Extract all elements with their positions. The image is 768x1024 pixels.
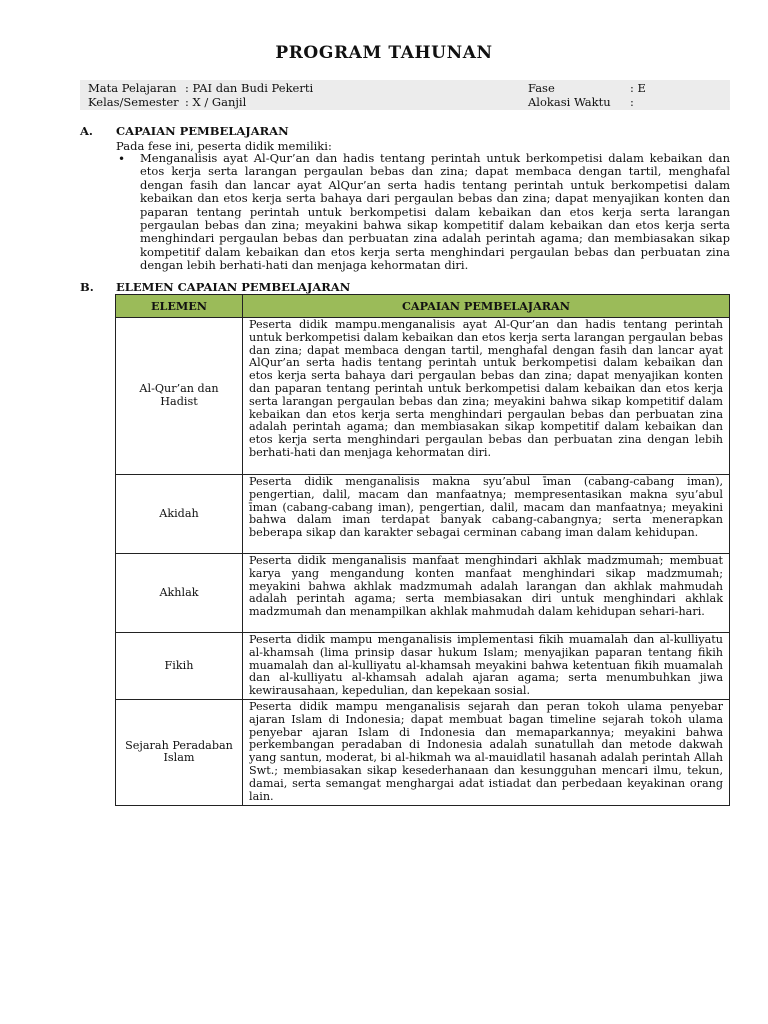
element-cell: Fikih [116,633,243,700]
section-a-intro: Pada fese ini, peserta didik memiliki: [116,139,332,153]
outcome-cell: Peserta didik mampu menganalisis sejarah dan peran tokoh ulama penyebar ajaran Islam di Indonesia; dapat membuat bagan timeline sejarah tokoh ulama penyebar ajaran Islam di Indonesia dan memaparkannya; meyakini bahwa perkembangan peradaban di Indonesia adalah sunatullah dan metode dakwah yang santun, moderat, bi al-hikmah wa al-mauidlatil hasanah adalah perintah Allah Swt.; membiasakan sikap kesederhanaan dan kesungguhan mencari ilmu, tekun, damai, serta semangat menghargai adat istiadat dan perbedaan keyakinan orang lain. [243,699,730,805]
col-header-element: ELEMEN [116,295,243,318]
table-row [116,699,730,805]
element-cell: Sejarah Peradaban Islam [116,699,243,805]
time-label: Alokasi Waktu [528,95,611,109]
table-row [116,475,730,554]
table-row [116,554,730,633]
table-row [116,633,730,700]
table-row [116,318,730,475]
subject-value: : PAI dan Budi Pekerti [185,81,314,95]
bullet-icon: • [118,152,126,166]
class-value: : X / Ganjil [185,95,247,109]
info-header [80,80,730,110]
phase-label: Fase [528,81,555,95]
outcomes-table [115,294,730,806]
time-value: : [630,95,634,109]
page-title: PROGRAM TAHUNAN [275,43,493,63]
col-header-outcome: CAPAIAN PEMBELAJARAN [243,295,730,318]
outcome-cell: Peserta didik mampu.menganalisis ayat Al-Qur’an dan hadis tentang perintah untuk berkompetisi dalam kebaikan dan etos kerja serta larangan pergaulan bebas dan zina; dapat membaca dengan tartil, menghafal dengan fasih dan lancar ayat AlQur’an serta hadis tentang perintah untuk berkompetisi dalam kebaikan dan etos kerja serta bahaya dari pergaulan bebas dan zina; dapat menyajikan konten dan paparan tentang perintah untuk berkompetisi dalam kebaikan dan etos kerja serta larangan pergaulan bebas dan zina; meyakini bahwa sikap kompetitif dalam kebaikan dan etos kerja serta menghindari pergaulan bebas dan perbuatan zina adalah perintah agama; dan membiasakan sikap kompetitif dalam kebaikan dan etos kerja serta menghindari pergaulan bebas dan perbuatan zina dengan lebih berhati-hati dan menjaga kehormatan diri. [243,318,730,475]
table-header-row [116,295,730,318]
section-a-title: CAPAIAN PEMBELAJARAN [116,124,289,138]
element-cell: Al-Qur’an dan Hadist [116,318,243,475]
section-a-bullet: Menganalisis ayat Al-Qur’an dan hadis tentang perintah untuk berkompetisi dalam kebaikan dan etos kerja serta larangan pergaulan bebas dan zina; dapat membaca dengan tartil, menghafal dengan fasih dan lancar ayat AlQur’an serta hadis tentang perintah untuk berkompetisi dalam kebaikan dan etos kerja serta bahaya dari pergaulan bebas dan zina; dapat menyajikan konten dan paparan tentang perintah untuk berkompetisi dalam kebaikan dan etos kerja serta larangan pergaulan bebas dan zina; meyakini bahwa sikap kompetitif dalam kebaikan dan etos kerja serta menghindari pergaulan bebas dan perbuatan zina adalah perintah agama; dan membiasakan sikap kompetitif dalam kebaikan dan etos kerja serta menghindari pergaulan bebas dan perbuatan zina dengan lebih berhati-hati dan menjaga kehormatan diri. [140,151,730,273]
section-b-letter: B. [80,280,94,294]
section-b-title: ELEMEN CAPAIAN PEMBELAJARAN [116,280,351,294]
subject-label: Mata Pelajaran [88,81,177,95]
outcome-cell: Peserta didik mampu menganalisis implementasi fikih muamalah dan al-kulliyatu al-khamsah (lima prinsip dasar hukum Islam; menyajikan paparan tentang fikih muamalah dan al-kulliyatu al-khamsah meyakini bahwa ketentuan fikih muamalah dan al-kulliyatu al-khamsah adalah ajaran agama; serta menumbuhkan jiwa kewirausahaan, kepedulian, dan kepekaan sosial. [243,633,730,700]
outcome-cell: Peserta didik menganalisis manfaat menghindari akhlak madzmumah; membuat karya yang mengandung konten manfaat menghindari sikap madzmumah; meyakini bahwa akhlak madzmumah adalah larangan dan akhlak mahmudah adalah perintah agama; serta membiasakan diri untuk menghindari akhlak madzmumah dan menampilkan akhlak mahmudah dalam kehidupan sehari-hari. [243,554,730,633]
phase-value: : E [630,81,646,95]
element-cell: Akhlak [116,554,243,633]
class-label: Kelas/Semester [88,95,179,109]
section-a-letter: A. [80,124,93,138]
outcome-cell: Peserta didik menganalisis makna syu’abul īman (cabang-cabang iman), pengertian, dalil, macam dan manfaatnya; mempresentasikan makna syu’abul īman (cabang-cabang iman), pengertian, dalil, macam dan manfaatnya; meyakini bahwa dalam iman terdapat banyak cabang-cabangnya; serta menerapkan beberapa sikap dan karakter sebagai cerminan cabang iman dalam kehidupan. [243,475,730,554]
element-cell: Akidah [116,475,243,554]
